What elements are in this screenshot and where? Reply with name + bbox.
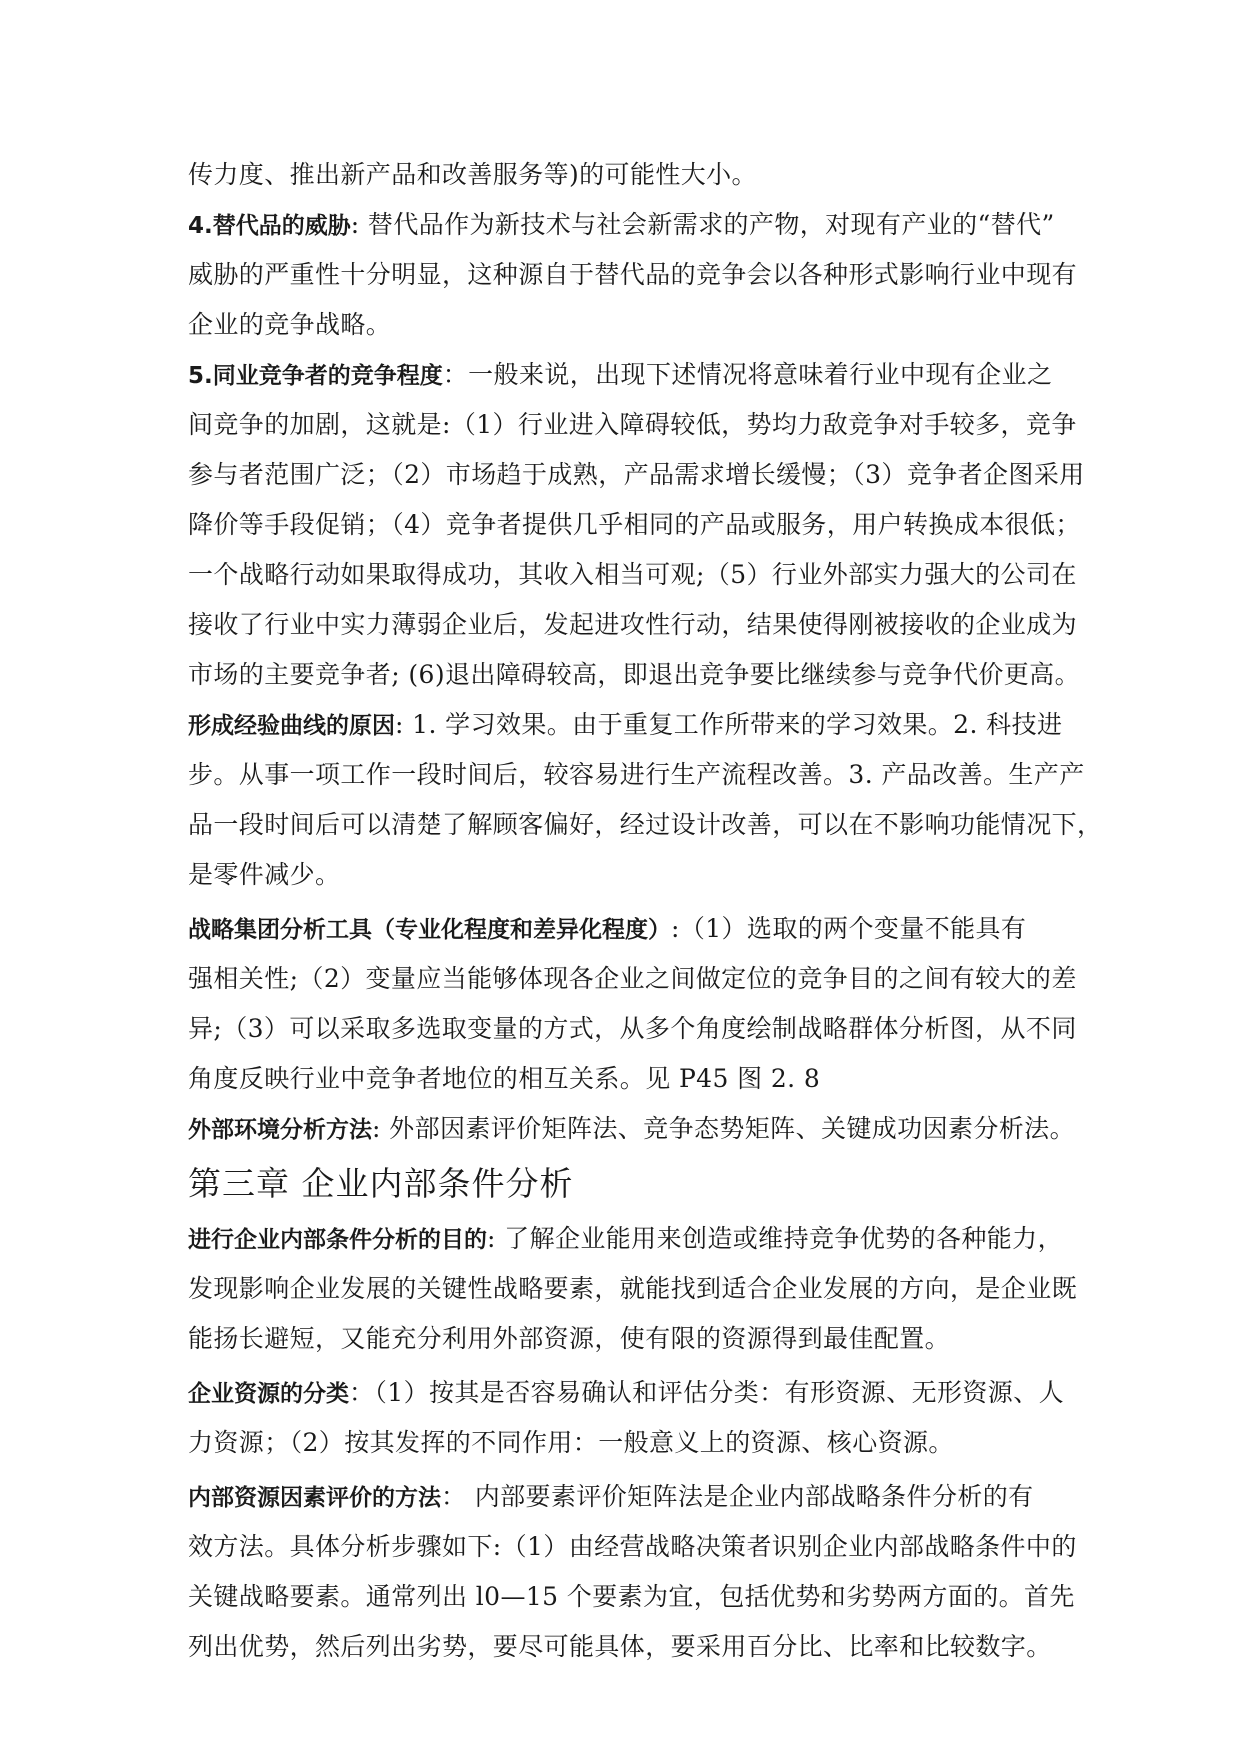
term-strategic-group-tools: 战略集团分析工具（专业化程度和差异化程度） bbox=[188, 917, 671, 943]
text-line bbox=[188, 150, 1058, 200]
text-line bbox=[188, 1418, 1058, 1468]
text-line bbox=[188, 300, 1058, 350]
text-line bbox=[188, 600, 1078, 650]
paragraph-text: : 了解企业能用来创造或维持竞争优势的各种能力， bbox=[487, 1224, 1063, 1253]
text-line bbox=[188, 450, 1085, 500]
paragraph-text: 是零件减少。 bbox=[188, 860, 341, 889]
text-line bbox=[188, 400, 1077, 450]
paragraph-text: ：一般来说，出现下述情况将意味着行业中现有企业之 bbox=[442, 360, 1053, 389]
page-content bbox=[188, 150, 1103, 1672]
text-line bbox=[188, 954, 1077, 1004]
paragraph-text: 传力度、推出新产品和改善服务等)的可能性大小。 bbox=[188, 160, 757, 189]
paragraph-text: 降价等手段促销；（4）竞争者提供几乎相同的产品或服务，用户转换成本很低； bbox=[188, 510, 1081, 539]
paragraph-text: 角度反映行业中竞争者地位的相互关系。见 P45 图 2. 8 bbox=[188, 1064, 821, 1093]
text-line bbox=[188, 1054, 1058, 1104]
term-substitute-threat: 4.替代品的威胁 bbox=[188, 213, 351, 239]
paragraph-text: 异;（3）可以采取多选取变量的方式，从多个角度绘制战略群体分析图，从不同 bbox=[188, 1014, 1077, 1043]
term-external-analysis: 外部环境分析方法 bbox=[188, 1117, 372, 1143]
paragraph-text: :（1）选取的两个变量不能具有 bbox=[671, 914, 1027, 943]
text-line bbox=[188, 200, 1058, 250]
paragraph-text: : 外部因素评价矩阵法、竞争态势矩阵、关键成功因素分析法。 bbox=[372, 1114, 1075, 1143]
text-line bbox=[188, 904, 1058, 954]
text-line bbox=[188, 1314, 1058, 1364]
paragraph-text: 发现影响企业发展的关键性战略要素，就能找到适合企业发展的方向，是企业既 bbox=[188, 1274, 1078, 1303]
paragraph-text: 能扬长避短，又能充分利用外部资源，使有限的资源得到最佳配置。 bbox=[188, 1324, 951, 1353]
text-line bbox=[188, 1572, 1075, 1622]
text-line bbox=[188, 500, 1081, 550]
text-line bbox=[188, 750, 1085, 800]
term-resource-classification: 企业资源的分类 bbox=[188, 1381, 349, 1407]
paragraph-text: 效方法。具体分析步骤如下:（1）由经营战略决策者识别企业内部战略条件中的 bbox=[188, 1532, 1077, 1561]
paragraph-text: ： 内部要素评价矩阵法是企业内部战略条件分析的有 bbox=[441, 1482, 1034, 1511]
paragraph-text: 步。从事一项工作一段时间后，较容易进行生产流程改善。3. 产品改善。生产产 bbox=[188, 760, 1085, 789]
paragraph-text: 参与者范围广泛；（2）市场趋于成熟，产品需求增长缓慢；（3）竞争者企图采用 bbox=[188, 460, 1085, 489]
text-line bbox=[188, 800, 1103, 850]
term-internal-analysis-purpose: 进行企业内部条件分析的目的 bbox=[188, 1227, 487, 1253]
term-internal-evaluation-method: 内部资源因素评价的方法 bbox=[188, 1485, 441, 1511]
paragraph-text: 列出优势，然后列出劣势，要尽可能具体，要采用百分比、比率和比较数字。 bbox=[188, 1632, 1052, 1661]
paragraph-text: 企业的竞争战略。 bbox=[188, 310, 392, 339]
paragraph-text: 强相关性;（2）变量应当能够体现各企业之间做定位的竞争目的之间有较大的差 bbox=[188, 964, 1077, 993]
paragraph-text: ：（1）按其是否容易确认和评估分类：有形资源、无形资源、人 bbox=[349, 1378, 1065, 1407]
text-line bbox=[188, 850, 1058, 900]
text-line bbox=[188, 1104, 1075, 1154]
text-line bbox=[188, 650, 1080, 700]
text-line bbox=[188, 1522, 1077, 1572]
paragraph-text: 品一段时间后可以清楚了解顾客偏好，经过设计改善，可以在不影响功能情况下， bbox=[188, 810, 1103, 839]
paragraph-text: 间竞争的加剧，这就是:（1）行业进入障碍较低，势均力敌竞争对手较多，竞争 bbox=[188, 410, 1077, 439]
text-line bbox=[188, 550, 1077, 600]
text-line bbox=[188, 250, 1078, 300]
text-line bbox=[188, 1622, 1058, 1672]
paragraph-text: 一个战略行动如果取得成功，其收入相当可观;（5）行业外部实力强大的公司在 bbox=[188, 560, 1077, 589]
paragraph-text: 市场的主要竞争者; (6)退出障碍较高，即退出竞争要比继续参与竞争代价更高。 bbox=[188, 660, 1080, 689]
text-line bbox=[188, 1264, 1078, 1314]
paragraph-text: 威胁的严重性十分明显，这种源自于替代品的竞争会以各种形式影响行业中现有 bbox=[188, 260, 1078, 289]
text-line bbox=[188, 1214, 1063, 1264]
chapter-heading: 第三章 企业内部条件分析 bbox=[188, 1164, 574, 1203]
text-line bbox=[188, 1472, 1058, 1522]
term-experience-curve: 形成经验曲线的原因 bbox=[188, 713, 395, 739]
term-competition-degree: 5.同业竞争者的竞争程度 bbox=[188, 363, 443, 389]
paragraph-text: 关键战略要素。通常列出 l0—15 个要素为宜，包括优势和劣势两方面的。首先 bbox=[188, 1582, 1075, 1611]
paragraph-text: : 替代品作为新技术与社会新需求的产物，对现有产业的“替代” bbox=[350, 210, 1055, 239]
paragraph-text: : 1. 学习效果。由于重复工作所带来的学习效果。2. 科技进 bbox=[395, 710, 1063, 739]
text-line bbox=[188, 350, 1058, 400]
paragraph-text: 力资源；（2）按其发挥的不同作用：一般意义上的资源、核心资源。 bbox=[188, 1428, 954, 1457]
text-line bbox=[188, 1004, 1077, 1054]
paragraph-text: 接收了行业中实力薄弱企业后，发起进攻性行动，结果使得刚被接收的企业成为 bbox=[188, 610, 1078, 639]
text-line bbox=[188, 700, 1063, 750]
text-line bbox=[188, 1368, 1065, 1418]
